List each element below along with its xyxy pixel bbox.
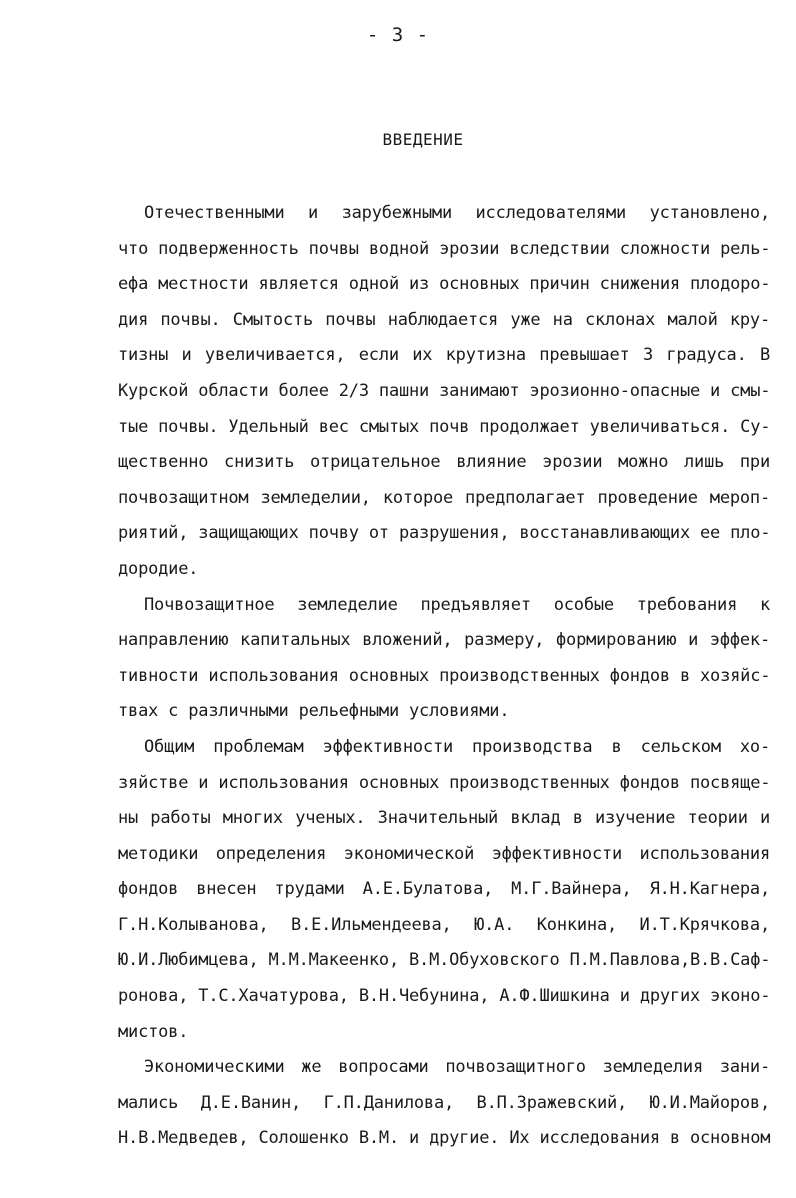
text-line: Ю.И.Любимцева, М.М.Макеенко, В.М.Обуховского П.М.Павлова,В.В.Саф- — [118, 950, 771, 971]
text-line: направлению капитальных вложений, размеру, формированию и эффек- — [118, 630, 770, 651]
text-line: Почвозащитное земледелие предъявляет особые требования к — [144, 594, 770, 615]
text-line: Общим проблемам эффективности производства в сельском хо- — [144, 736, 770, 757]
text-line: тизны и увеличивается, если их крутизна превышает 3 градуса. В — [118, 345, 770, 366]
section-heading: ВВЕДЕНИЕ — [382, 130, 464, 149]
text-line: Экономическими же вопросами почвозащитного земледелия зани- — [144, 1057, 770, 1078]
text-line: тивности использования основных производственных фондов в хозяйс- — [118, 665, 771, 686]
text-line: методики определения экономической эффективности использования — [118, 843, 770, 864]
text-line: Отечественными и зарубежными исследователями установлено, — [144, 203, 770, 223]
text-line: Г.Н.Колыванова, В.Е.Ильмендеева, Ю.А. Конкина, И.Т.Крячкова, — [118, 914, 770, 935]
text-line: Курской области более 2/3 пашни занимают эрозионно-опасные и смы- — [118, 380, 771, 401]
paragraph-4 — [118, 1050, 770, 1157]
text-line: фондов внесен трудами А.Е.Булатова, М.Г.Вайнера, Я.Н.Кагнера, — [118, 879, 770, 900]
page-number: - 3 - — [366, 24, 430, 46]
paragraph-2 — [118, 588, 770, 730]
text-line: ны работы многих ученых. Значительный вклад в изучение теории и — [118, 808, 770, 829]
paragraph-3 — [118, 730, 770, 1050]
text-line: мались Д.Е.Ванин, Г.П.Данилова, В.П.Зражевский, Ю.И.Майоров, — [118, 1092, 770, 1113]
text-line: твах с различными рельефными условиями. — [118, 701, 510, 722]
text-line: дия почвы. Смытость почвы наблюдается уже на склонах малой кру- — [118, 309, 770, 330]
text-line: Н.В.Медведев, Солошенко В.М. и другие. Их исследования в основном — [118, 1128, 771, 1149]
text-line: риятий, защищающих почву от разрушения, восстанавливающих ее пло- — [118, 523, 771, 544]
body-text — [118, 196, 770, 1157]
text-line: почвозащитном земледелии, которое предполагает проведение мероп- — [118, 487, 770, 508]
text-line: мистов. — [118, 1021, 189, 1042]
paragraph-1 — [118, 196, 770, 588]
text-line: ронова, Т.С.Хачатурова, В.Н.Чебунина, А.Ф.Шишкина и других эконо- — [118, 986, 771, 1007]
text-line: тые почвы. Удельный вес смытых почв продолжает увеличиваться. Су- — [118, 416, 771, 437]
text-line: что подверженность почвы водной эрозии вследствии сложности рель- — [118, 238, 771, 259]
text-line: дородие. — [118, 558, 199, 579]
text-line: зяйстве и использования основных производственных фондов посвяще- — [118, 772, 771, 793]
text-line: щественно снизить отрицательное влияние эрозии можно лишь при — [118, 452, 770, 473]
text-line: ефа местности является одной из основных причин снижения плодоро- — [118, 274, 771, 295]
